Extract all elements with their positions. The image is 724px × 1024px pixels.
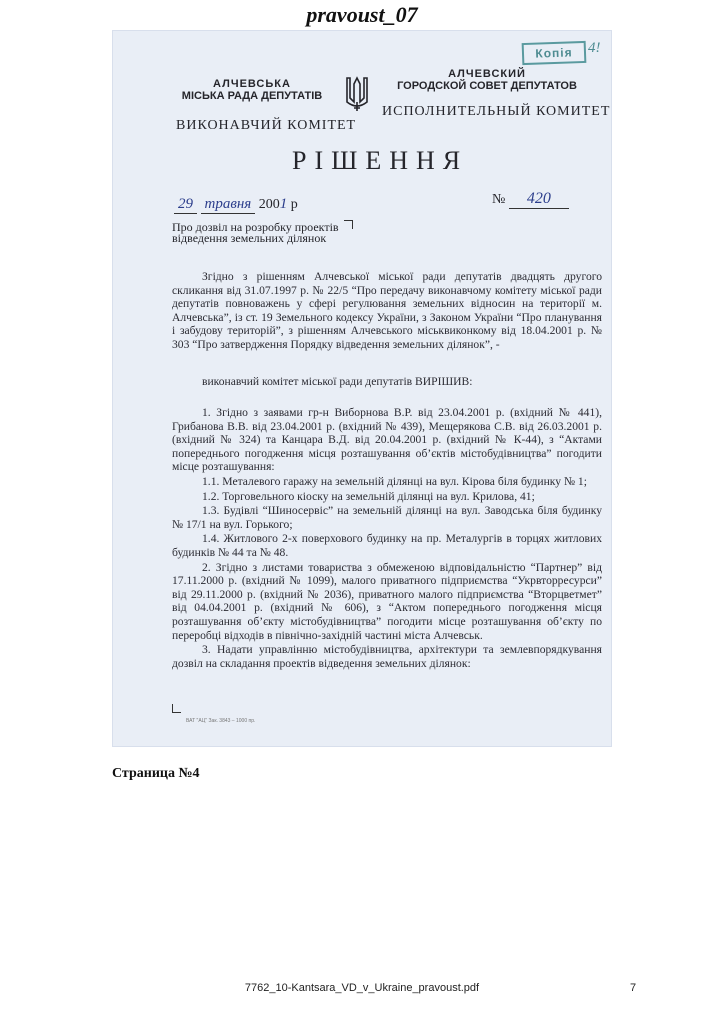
decision-item: 1. Згідно з заявами гр-н Виборнова В.Р. від 23.04.2001 р. (вхідний № 441), Грибанова В.В. від 23.04.2001 р. (вхідний № 439), Мещерякова С.В. від 26.03.2001 р. (вхідний № 324) та Канцара В.Д. від 20.04.2001 р. (вхідний № К-44), з “Актами попереднього погодження місця розташування об’єктів містобудівництва” погодити місце розташування: [172,406,602,474]
decision-item: 1.2. Торговельного кіоску на земельній ділянці на вул. Крилова, 41; [202,489,535,503]
preamble-paragraph: Згідно з рішенням Алчевської міської ради депутатів двадцять другого скликання від 31.07.1997 р. № 22/5 “Про передачу виконавчому комітету міської ради депутатів повноважень у сфері регулювання земельних відносин на території м. Алчевська”, із ст. 19 Земельного кодексу України, з Законом України “Про планування і забудову територій”, з рішенням Алчевського міськвиконкому від 18.04.2001 р. № 303 “Про затвердження Порядку відведення земельних ділянок”, - [172,270,602,351]
scanned-document [112,30,612,747]
date-year-letter: р [290,197,298,212]
trident-emblem-icon [344,74,370,114]
right-header-line2: ГОРОДСКОЙ СОВЕТ ДЕПУТАТОВ [397,80,577,92]
resolved-paragraph: виконавчий комітет міської ради депутатів ВИРІШИВ: [202,375,473,388]
date-year-prefix: 200 [258,197,280,212]
date-day: 29 [174,196,197,214]
decision-item: 1.1. Металевого гаражу на земельній ділянці на вул. Кірова біля будинку № 1; [202,474,587,488]
print-imprint: ВАТ "АЦ" Зак. 3843 – 1000 пр. [186,718,256,724]
decision-item: 3. Надати управлінню містобудівництва, архітектури та землевпорядкування дозвіл на складання проектів відведення земельних ділянок: [172,643,602,670]
decision-item: 1.3. Будівлі “Шиносервіс” на земельній ділянці на вул. Заводська біля будинку № 17/1 на вул. Горького; [172,504,602,531]
decision-item: 2. Згідно з листами товариства з обмеженою відповідальністю “Партнер” від 17.11.2000 р. (вхідний № 1099), малого приватного підприємства “Укрвторресурси” від 29.11.2000 р. (вхідний № 2036), приватного малого підприємства “Вторцветмет” від 04.04.2001 р. (вхідний № 606), з “Актом попереднього погодження місця розташування об’єкту містобудівництва” погодити місце розташування об’єкту по переробці відходів в північно-західній частині міста Алчевськ. [172,560,602,642]
decision-subject: Про дозвіл на розробку проектів відведення земельних ділянок [172,220,339,245]
number-label: № [492,192,506,207]
decision-date [174,196,298,214]
number-value: 420 [509,190,569,209]
right-subheader: ИСПОЛНИТЕЛЬНЫЙ КОМИТЕТ [382,104,611,119]
right-header-line1: АЛЧЕВСКИЙ [448,68,526,80]
subject-bracket [344,220,353,229]
date-year-suffix: 1 [279,196,288,212]
left-subheader: ВИКОНАВЧИЙ КОМІТЕТ [176,118,357,133]
date-month: травня [201,196,256,214]
footer-filename: 7762_10-Kantsara_VD_v_Ukraine_pravoust.pdf [244,982,480,994]
page-header: pravoust_07 [306,2,418,27]
document-title: РІШЕННЯ [292,146,469,175]
decision-items [172,406,602,671]
page-label: Страница №4 [112,766,200,781]
decision-number [492,190,569,209]
right-council-header [382,68,592,92]
decision-item: 1.4. Житлового 2-х поверхового будинку на пр. Металургів в торцях житлових будинків № 44 та № 48. [172,532,602,559]
left-council-header [172,78,332,102]
left-header-line2: МІСЬКА РАДА ДЕПУТАТІВ [181,90,323,102]
left-header-line1: АЛЧЕВСЬКА [213,78,291,90]
footer-page-number: 7 [630,982,637,994]
copy-stamp-mark: 4! [588,40,601,56]
closing-bracket [172,704,181,713]
copy-stamp: Копія [522,41,587,65]
